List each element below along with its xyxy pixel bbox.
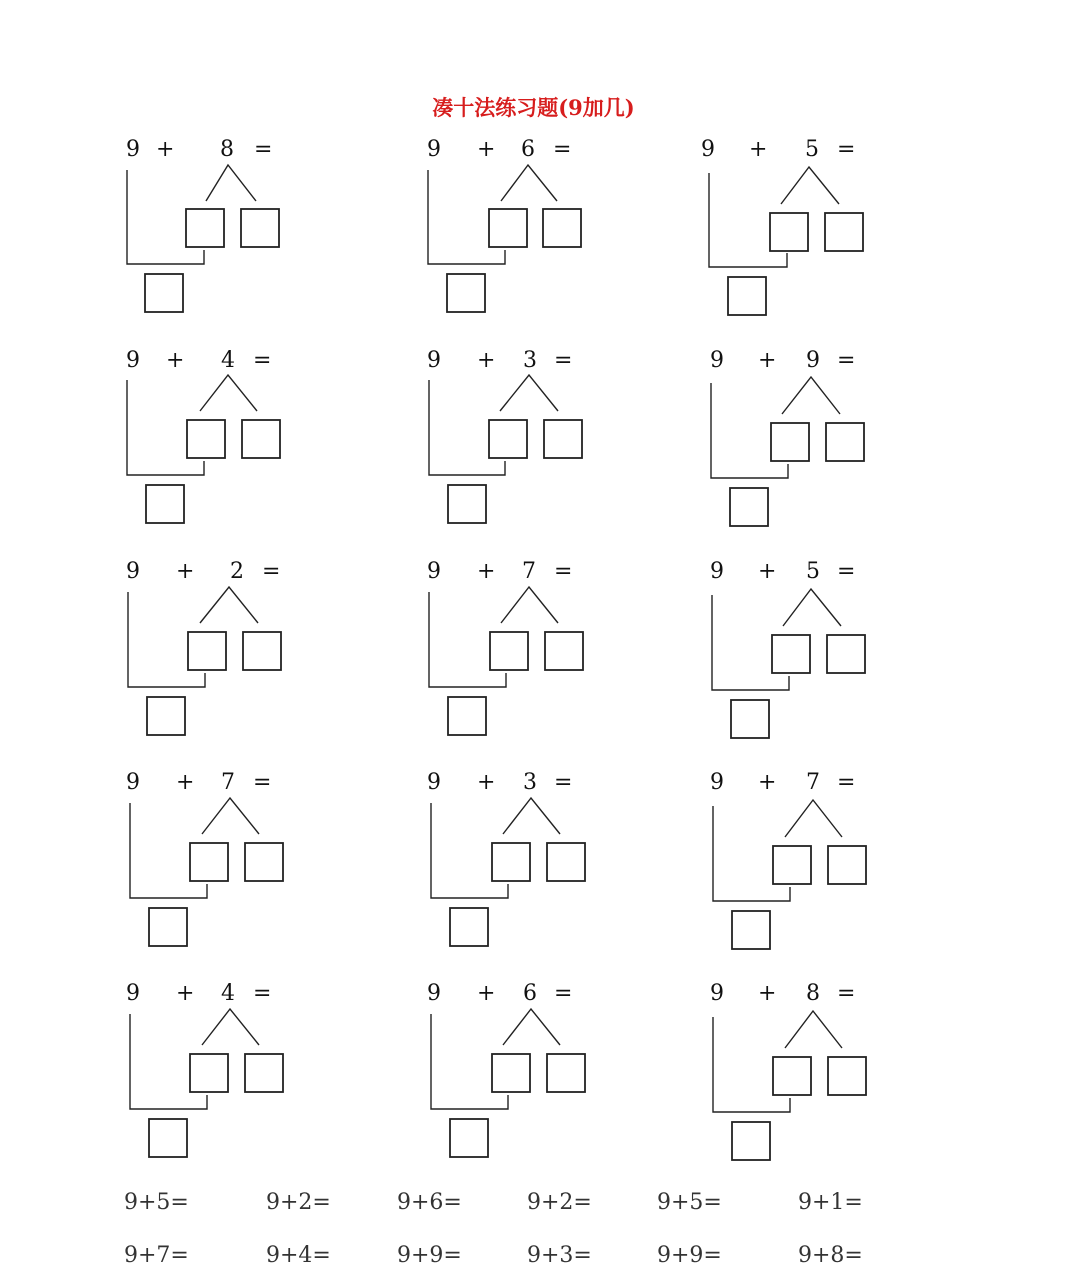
answer-box-sum[interactable] [145, 274, 183, 312]
drill-item: 9+9= [397, 1243, 462, 1268]
addend-a: 9 [126, 137, 140, 162]
equals-sign: = [254, 137, 273, 162]
answer-box-ten[interactable] [771, 423, 809, 461]
problem-10 [124, 770, 344, 950]
answer-box-rest[interactable] [242, 420, 280, 458]
addend-a: 9 [710, 348, 724, 373]
addend-b: 6 [523, 981, 537, 1006]
addend-a: 9 [710, 770, 724, 795]
equals-sign: = [253, 348, 272, 373]
answer-box-rest[interactable] [241, 209, 279, 247]
addend-b: 2 [230, 559, 244, 584]
problem-4 [124, 348, 344, 528]
answer-box-ten[interactable] [773, 846, 811, 884]
addend-b: 8 [806, 981, 820, 1006]
addend-b: 7 [806, 770, 820, 795]
drill-item: 9+5= [657, 1190, 722, 1215]
plus-sign: + [156, 137, 175, 162]
equals-sign: = [837, 348, 856, 373]
plus-sign: + [176, 559, 195, 584]
answer-box-ten[interactable] [770, 213, 808, 251]
equals-sign: = [262, 559, 281, 584]
answer-box-rest[interactable] [545, 632, 583, 670]
problem-1 [124, 137, 344, 317]
drill-item: 9+5= [124, 1190, 189, 1215]
plus-sign: + [758, 559, 777, 584]
equals-sign: = [553, 137, 572, 162]
addend-a: 9 [126, 559, 140, 584]
drill-item: 9+3= [527, 1243, 592, 1268]
answer-box-ten[interactable] [492, 1054, 530, 1092]
answer-box-sum[interactable] [146, 485, 184, 523]
drill-item: 9+8= [798, 1243, 863, 1268]
answer-box-sum[interactable] [149, 1119, 187, 1157]
answer-box-rest[interactable] [245, 843, 283, 881]
answer-box-ten[interactable] [190, 843, 228, 881]
answer-box-ten[interactable] [489, 209, 527, 247]
equals-sign: = [253, 770, 272, 795]
answer-box-rest[interactable] [826, 423, 864, 461]
problem-15 [708, 981, 928, 1161]
addend-b: 4 [221, 348, 235, 373]
equals-sign: = [554, 981, 573, 1006]
answer-box-rest[interactable] [243, 632, 281, 670]
answer-box-rest[interactable] [547, 1054, 585, 1092]
worksheet-title: 凑十法练习题(9加几) [432, 95, 635, 120]
answer-box-sum[interactable] [732, 1122, 770, 1160]
drill-item: 9+2= [266, 1190, 331, 1215]
plus-sign: + [477, 348, 496, 373]
answer-box-sum[interactable] [728, 277, 766, 315]
addend-a: 9 [427, 137, 441, 162]
addend-b: 3 [523, 348, 537, 373]
answer-box-sum[interactable] [149, 908, 187, 946]
equals-sign: = [554, 770, 573, 795]
answer-box-ten[interactable] [773, 1057, 811, 1095]
drill-item: 9+7= [124, 1243, 189, 1268]
drill-item: 9+4= [266, 1243, 331, 1268]
answer-box-rest[interactable] [828, 1057, 866, 1095]
problem-12 [708, 770, 928, 950]
addend-b: 6 [521, 137, 535, 162]
answer-box-rest[interactable] [825, 213, 863, 251]
answer-box-ten[interactable] [772, 635, 810, 673]
addend-b: 7 [522, 559, 536, 584]
addend-b: 5 [805, 137, 819, 162]
answer-box-rest[interactable] [245, 1054, 283, 1092]
answer-box-sum[interactable] [447, 274, 485, 312]
equals-sign: = [554, 559, 573, 584]
addend-a: 9 [126, 981, 140, 1006]
problem-2 [425, 137, 645, 317]
plus-sign: + [758, 348, 777, 373]
plus-sign: + [176, 981, 195, 1006]
answer-box-ten[interactable] [490, 632, 528, 670]
addend-a: 9 [126, 770, 140, 795]
problem-11 [425, 770, 645, 950]
equals-sign: = [253, 981, 272, 1006]
answer-box-ten[interactable] [186, 209, 224, 247]
answer-box-sum[interactable] [147, 697, 185, 735]
equals-sign: = [837, 559, 856, 584]
answer-box-sum[interactable] [448, 485, 486, 523]
addend-a: 9 [427, 559, 441, 584]
equals-sign: = [837, 137, 856, 162]
addend-b: 5 [806, 559, 820, 584]
drill-item: 9+1= [798, 1190, 863, 1215]
addend-b: 8 [220, 137, 234, 162]
answer-box-ten[interactable] [489, 420, 527, 458]
addend-b: 4 [221, 981, 235, 1006]
answer-box-sum[interactable] [732, 911, 770, 949]
plus-sign: + [166, 348, 185, 373]
answer-box-rest[interactable] [828, 846, 866, 884]
problem-6 [708, 348, 928, 528]
answer-box-rest[interactable] [827, 635, 865, 673]
equals-sign: = [837, 981, 856, 1006]
addend-a: 9 [710, 559, 724, 584]
problem-5 [425, 348, 645, 528]
answer-box-ten[interactable] [492, 843, 530, 881]
addend-a: 9 [126, 348, 140, 373]
addend-a: 9 [427, 348, 441, 373]
answer-box-sum[interactable] [731, 700, 769, 738]
answer-box-rest[interactable] [543, 209, 581, 247]
plus-sign: + [477, 770, 496, 795]
answer-box-sum[interactable] [450, 908, 488, 946]
plus-sign: + [176, 770, 195, 795]
problem-14 [425, 981, 645, 1161]
answer-box-sum[interactable] [448, 697, 486, 735]
answer-box-rest[interactable] [544, 420, 582, 458]
addend-b: 7 [221, 770, 235, 795]
plus-sign: + [477, 559, 496, 584]
answer-box-ten[interactable] [188, 632, 226, 670]
answer-box-sum[interactable] [450, 1119, 488, 1157]
plus-sign: + [749, 137, 768, 162]
problem-8 [425, 559, 645, 739]
problem-13 [124, 981, 344, 1161]
equals-sign: = [837, 770, 856, 795]
plus-sign: + [477, 981, 496, 1006]
answer-box-sum[interactable] [730, 488, 768, 526]
plus-sign: + [758, 770, 777, 795]
addend-a: 9 [701, 137, 715, 162]
answer-box-ten[interactable] [187, 420, 225, 458]
plus-sign: + [477, 137, 496, 162]
addend-a: 9 [710, 981, 724, 1006]
addend-b: 9 [806, 348, 820, 373]
addend-a: 9 [427, 981, 441, 1006]
addend-b: 3 [523, 770, 537, 795]
drill-item: 9+9= [657, 1243, 722, 1268]
answer-box-ten[interactable] [190, 1054, 228, 1092]
equals-sign: = [554, 348, 573, 373]
plus-sign: + [758, 981, 777, 1006]
answer-box-rest[interactable] [547, 843, 585, 881]
problem-7 [124, 559, 344, 739]
problem-9 [708, 559, 928, 739]
problem-3 [701, 137, 921, 317]
drill-item: 9+6= [397, 1190, 462, 1215]
addend-a: 9 [427, 770, 441, 795]
drill-item: 9+2= [527, 1190, 592, 1215]
